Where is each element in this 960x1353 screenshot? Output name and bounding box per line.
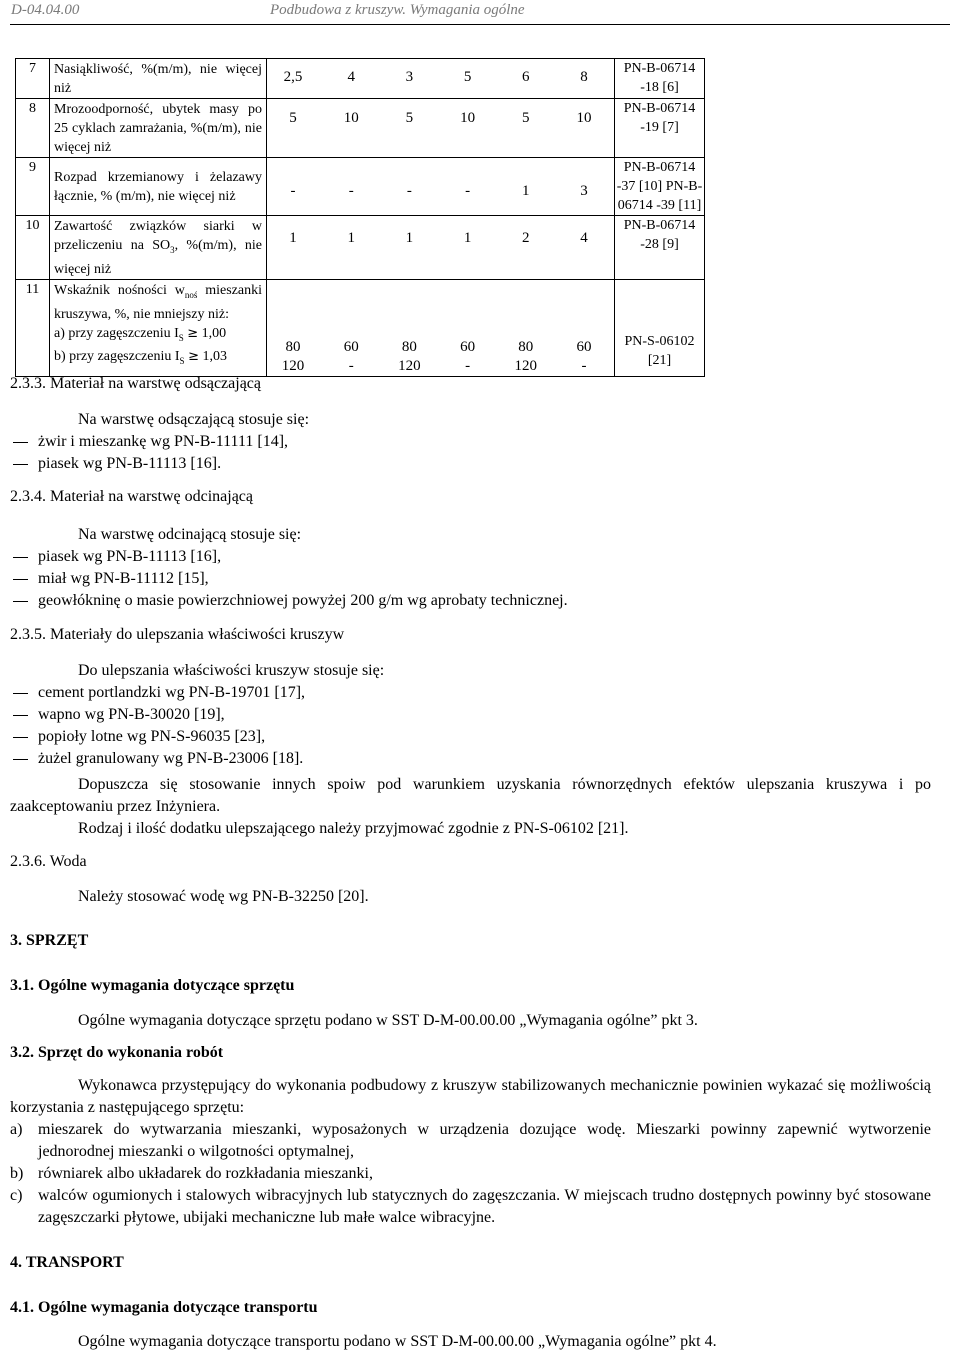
section-intro: Na warstwę odcinającą stosuje się: [78,526,302,543]
property-text: mieszanki kruszywa, %, nie mniejszy niż: [54,282,262,322]
value-cell: 10 [460,110,476,126]
value-cell: 1 [463,230,472,246]
standard-ref: PN-S-06102 [21] [615,279,705,376]
list-text: mieszarek do wytwarzania mieszanki, wyposażonych w urządzenia dozujące wodę. Mieszarki powinny zapewnić wytworzenie jednorodnej mieszanki o wilgotności optymalnej, [38,1121,931,1160]
table-row [16,158,705,216]
list-item: cement portlandzki wg PN-B-19701 [17], [10,682,305,704]
list-label: b) [10,1165,24,1182]
value-cell: 2,5 [283,69,303,85]
subscript: noś [184,289,198,300]
list-label: a) [10,1121,23,1138]
value-cell: 60 [460,338,476,355]
value-cell: 5 [405,110,414,126]
value-cell: 2 [522,230,530,246]
standard-ref: PN-B-06714 -18 [6] [615,59,705,99]
property-name: Mrozoodporność, ubytek masy po 25 cyklach zamrażania, %(m/m), nie więcej niż [50,99,267,158]
value-cell: 80 [285,338,301,355]
list-item: wapno wg PN-B-30020 [19], [10,704,305,726]
value-cell: 1 [347,230,355,246]
value-cell: 80 [401,338,417,355]
list-item: żużel granulowany wg PN-B-23006 [18]. [10,748,305,770]
value-cell: 60 [576,338,592,355]
value-cell: - [465,183,471,199]
value-cell: - [465,357,471,374]
value-cell: 5 [289,110,297,126]
list-item [10,1119,931,1163]
value-cell: - [348,183,354,199]
value-cell: 60 [343,338,359,355]
document-code: D-04.04.00 [11,2,80,18]
bullet-list [10,546,568,612]
value-cell: 6 [522,69,530,85]
value-cells [267,279,615,376]
paragraph: Ogólne wymagania dotyczące transportu podano w SST D-M-00.00.00 „Wymagania ogólne” pkt 4. [78,1333,717,1350]
value-cell: 4 [580,230,588,246]
subscript: S [178,332,184,343]
section-heading: 2.3.4. Materiał na warstwę odcinającą [10,488,254,505]
condition-a-label: a) przy zagęszczeniu I [54,325,179,341]
value-cell: 120 [281,357,305,374]
value-cell: 120 [398,357,421,374]
property-name: Nasiąkliwość, %(m/m), nie więcej niż [50,59,267,99]
value-cell: 1 [289,230,297,246]
condition-b-label: b) przy zagęszczeniu I [54,349,180,365]
value-cell: - [348,357,354,374]
property-name [50,279,267,376]
section-heading: 2.3.5. Materiały do ulepszania właściwości kruszyw [10,626,345,643]
value-cell: 1 [522,183,530,199]
value-cells [267,158,615,216]
list-item: miał wg PN-B-11112 [15], [10,568,568,590]
row-number: 7 [16,59,50,99]
table-row [16,99,705,158]
table-row [16,59,705,99]
bullet-list [10,682,305,770]
row-number: 10 [16,216,50,280]
list-item: geowłókninę o masie powierzchniowej powyżej 200 g/m wg aprobaty technicznej. [10,590,568,612]
table-row [16,279,705,376]
value-cell: 3 [580,183,588,199]
value-cells [267,216,615,280]
value-cell: 5 [463,69,472,85]
list-text: równiarek albo układarek do rozkładania mieszanki, [38,1165,373,1182]
standard-ref: PN-B-06714 -37 [10] PN-B-06714 -39 [11] [615,158,705,216]
value-cell: 4 [347,69,355,85]
paragraph: Wykonawca przystępujący do wykonania podbudowy z kruszyw stabilizowanych mechanicznie powinien wykazać się możliwością korzystania z następującego sprzętu: [10,1077,931,1116]
header-rule [10,24,950,25]
value-cell: 8 [580,69,588,85]
property-name [50,216,267,280]
ge-symbol: ≥ [187,325,199,341]
section-heading: 3.1. Ogólne wymagania dotyczące sprzętu [10,977,295,994]
list-item: piasek wg PN-B-11113 [16], [10,546,568,568]
paragraph: Ogólne wymagania dotyczące sprzętu podano w SST D-M-00.00.00 „Wymagania ogólne” pkt 3. [78,1012,698,1029]
section-heading: 3.2. Sprzęt do wykonania robót [10,1044,224,1061]
standard-ref: PN-B-06714 -28 [9] [615,216,705,280]
list-item: popioły lotne wg PN-S-96035 [23], [10,726,305,748]
table-row [16,216,705,280]
value-cell: 10 [343,110,359,126]
value-cells [267,59,615,99]
condition-a-value: 1,00 [201,325,227,341]
row-number: 8 [16,99,50,158]
ge-symbol: ≥ [188,349,199,365]
value-cell: 3 [405,69,414,85]
document-title: Podbudowa z kruszyw. Wymagania ogólne [270,2,525,18]
section-heading: 2.3.6. Woda [10,853,87,870]
equipment-list [10,1119,931,1229]
list-item [10,1163,931,1185]
list-item: żwir i mieszankę wg PN-B-11111 [14], [10,431,288,453]
value-cell: - [581,357,587,374]
section-heading: 4.1. Ogólne wymagania dotyczące transportu [10,1299,318,1316]
value-cell: 120 [514,357,537,374]
bullet-list [10,431,288,475]
property-text: Wskaźnik nośności w [54,282,185,298]
list-label: c) [10,1187,23,1204]
paragraph: Dopuszcza się stosowanie innych spoiw pod warunkiem uzyskania równorzędnych efektów ulepszania kruszywa i po zaakceptowaniu przez Inżyniera. [10,776,931,815]
subscript: S [179,356,185,367]
subscript: 3 [170,244,175,255]
list-item [10,1185,931,1229]
value-cells [267,99,615,158]
chapter-heading: 4. TRANSPORT [10,1254,124,1271]
row-number: 11 [16,279,50,376]
value-cell: - [406,183,412,199]
value-cell: 80 [518,338,534,355]
chapter-heading: 3. SPRZĘT [10,932,89,949]
paragraph: Rodzaj i ilość dodatku ulepszającego należy przyjmować zgodnie z PN-S-06102 [21]. [78,820,629,837]
paragraph: Należy stosować wodę wg PN-B-32250 [20]. [78,888,369,905]
property-text: , %(m/m), nie więcej niż [54,238,262,277]
value-cell: - [290,183,296,199]
section-intro: Do ulepszania właściwości kruszyw stosuje się: [78,662,385,679]
list-item: piasek wg PN-B-11113 [16]. [10,453,288,475]
standard-ref: PN-B-06714 -19 [7] [615,99,705,158]
section-intro: Na warstwę odsączającą stosuje się: [78,411,310,428]
condition-b-value: 1,03 [202,349,227,365]
section-heading: 2.3.3. Materiał na warstwę odsączającą [10,375,261,392]
property-text: Zawartość związków siarki w przeliczeniu na SO [54,219,262,253]
row-number: 9 [16,158,50,216]
property-name: Rozpad krzemianowy i żelazawy łącznie, % (m/m), nie więcej niż [50,158,267,216]
value-cell: 10 [576,110,592,126]
requirements-table [15,58,705,377]
value-cell: 5 [522,110,530,126]
list-text: walców ogumionych i stalowych wibracyjnych lub statycznych do zagęszczania. W miejscach trudno dostępnych powinny być stosowane zagęszczarki płytowe, ubijaki mechaniczne lub małe walce wibracyjne. [38,1187,931,1226]
value-cell: 1 [405,230,414,246]
